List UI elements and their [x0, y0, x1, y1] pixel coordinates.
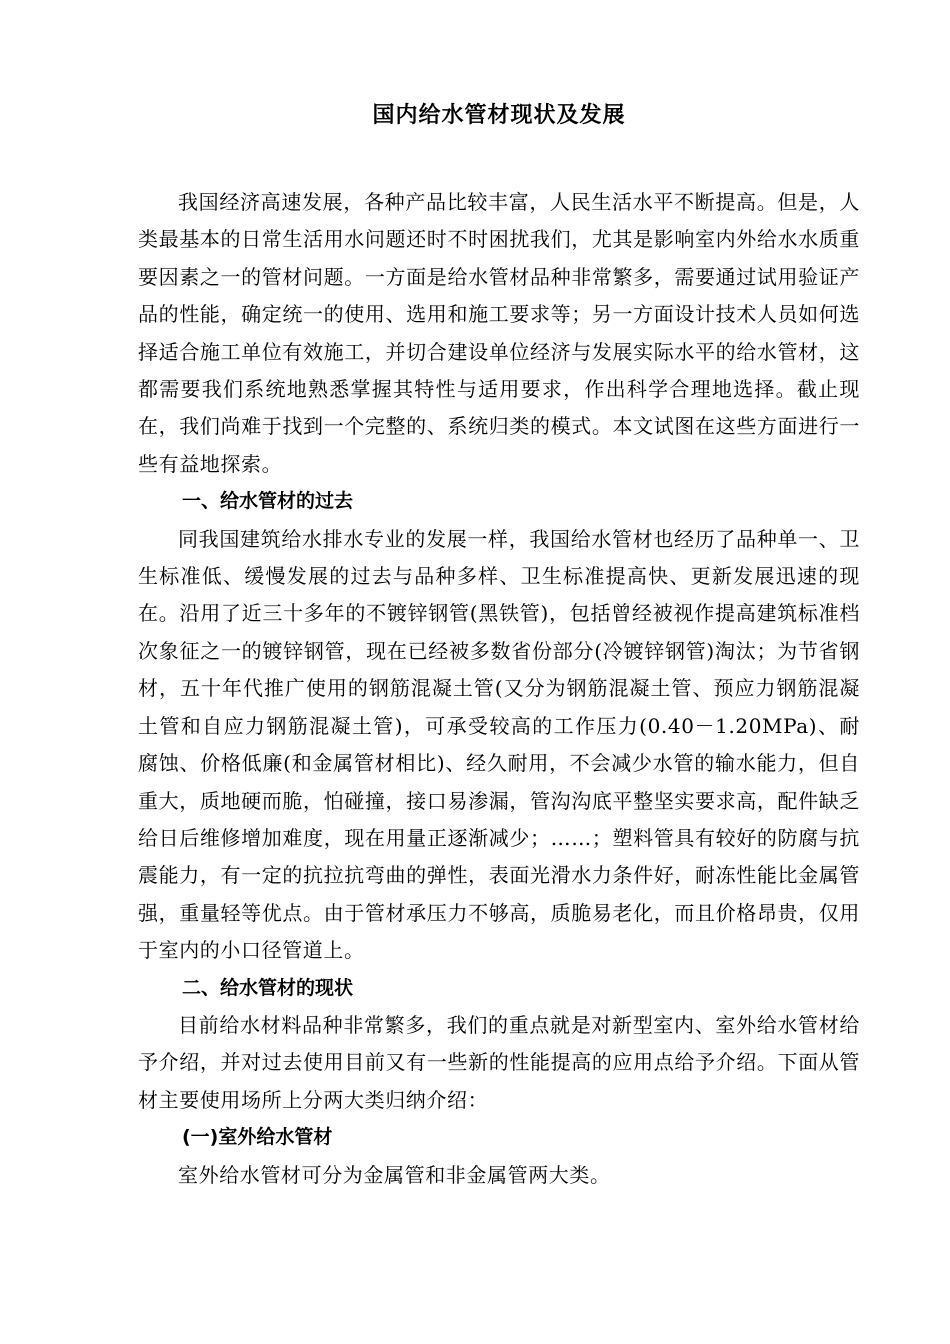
section-heading-past: 一、给水管材的过去	[182, 490, 354, 513]
subsection-body-outdoor: 室外给水管材可分为金属管和非金属管两大类。	[178, 1162, 611, 1187]
section-body-current: 目前给水材料品种非常繁多，我们的重点就是对新型室内、室外给水管材给予介绍，并对过去使用目前又有一些新的性能提高的应用点给予介绍。下面从管材主要使用场所上分两大类归纳介绍：	[138, 1012, 860, 1112]
intro-paragraph: 我国经济高速发展，各种产品比较丰富，人民生活水平不断提高。但是，人类最基本的日常生活用水问题还时不时困扰我们，尤其是影响室内外给水水质重要因素之一的管材问题。一方面是给水管材品种非常繁多，需要通过试用验证产品的性能，确定统一的使用、选用和施工要求等；另一方面设计技术人员如何选择适合施工单位有效施工，并切合建设单位经济与发展实际水平的给水管材，这都需要我们系统地熟悉掌握其特性与适用要求，作出科学合理地选择。截止现在，我们尚难于找到一个完整的、系统归类的模式。本文试图在这些方面进行一些有益地探索。	[138, 190, 860, 476]
document-title: 国内给水管材现状及发展	[372, 103, 626, 128]
document-page	[138, 100, 860, 1194]
section-heading-current: 二、给水管材的现状	[182, 976, 354, 999]
subsection-heading-outdoor: (一)室外给水管材	[182, 1126, 333, 1149]
section-body-past: 同我国建筑给水排水专业的发展一样，我国给水管材也经历了品种单一、卫生标准低、缓慢发展的过去与品种多样、卫生标准提高快、更新发展迅速的现在。沿用了近三十多年的不镀锌钢管(黑铁管)，包括曾经被视作提高建筑标准档次象征之一的镀锌钢管，现在已经被多数省份部分(冷镀锌钢管)淘汰；为节省钢材，五十年代推广使用的钢筋混凝土管(又分为钢筋混凝土管、预应力钢筋混凝土管和自应力钢筋混凝土管)，可承受较高的工作压力(0.40－1.20MPa)、耐腐蚀、价格低廉(和金属管材相比)、经久耐用，不会减少水管的输水能力，但自重大，质地硬而脆，怕碰撞，接口易渗漏，管沟沟底平整坚实要求高，配件缺乏给日后维修增加难度，现在用量正逐渐减少；……；塑料管具有较好的防腐与抗震能力，有一定的抗拉抗弯曲的弹性，表面光滑水力条件好，耐冻性能比金属管强，重量轻等优点。由于管材承压力不够高，质脆易老化，而且价格昂贵，仅用于室内的小口径管道上。	[138, 526, 860, 963]
